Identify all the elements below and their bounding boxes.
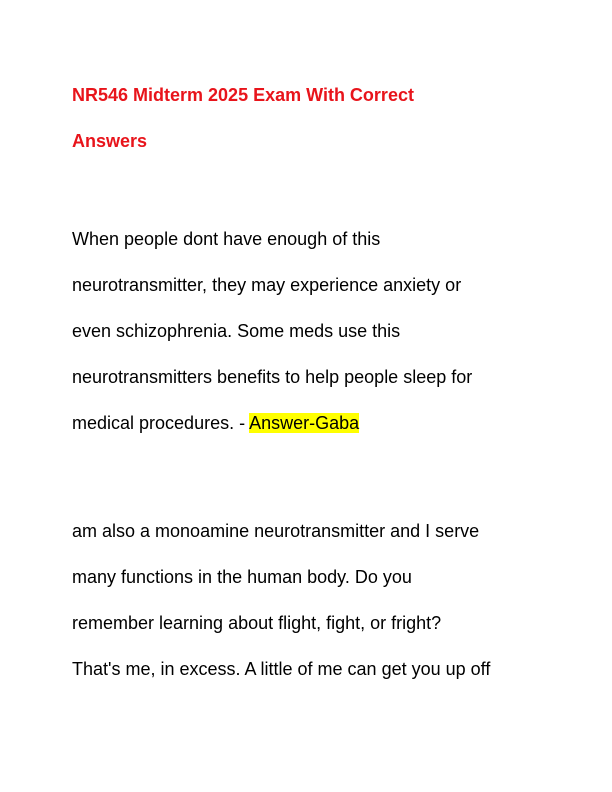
title-line-2: Answers bbox=[72, 131, 148, 151]
question-2 bbox=[72, 508, 552, 692]
question-1-line-5 bbox=[72, 400, 552, 446]
question-2-line-1: am also a monoamine neurotransmitter and I serve bbox=[72, 521, 480, 541]
question-1-line-3: even schizophrenia. Some meds use this bbox=[72, 321, 401, 341]
question-1-line-2: neurotransmitter, they may experience anxiety or bbox=[72, 275, 462, 295]
answer-highlight: Answer-Gaba bbox=[249, 413, 360, 433]
title-line-1: NR546 Midterm 2025 Exam With Correct bbox=[72, 85, 414, 105]
question-1-line-4: neurotransmitters benefits to help people sleep for bbox=[72, 367, 473, 387]
document-title bbox=[72, 72, 542, 164]
question-2-line-3: remember learning about flight, fight, or fright? bbox=[72, 613, 442, 633]
question-2-line-4: That's me, in excess. A little of me can get you up off bbox=[72, 659, 491, 679]
question-1-line-5-text: medical procedures. - bbox=[72, 413, 250, 433]
question-1-line-1: When people dont have enough of this bbox=[72, 229, 381, 249]
question-1 bbox=[72, 216, 552, 446]
question-2-line-2: many functions in the human body. Do you bbox=[72, 567, 412, 587]
